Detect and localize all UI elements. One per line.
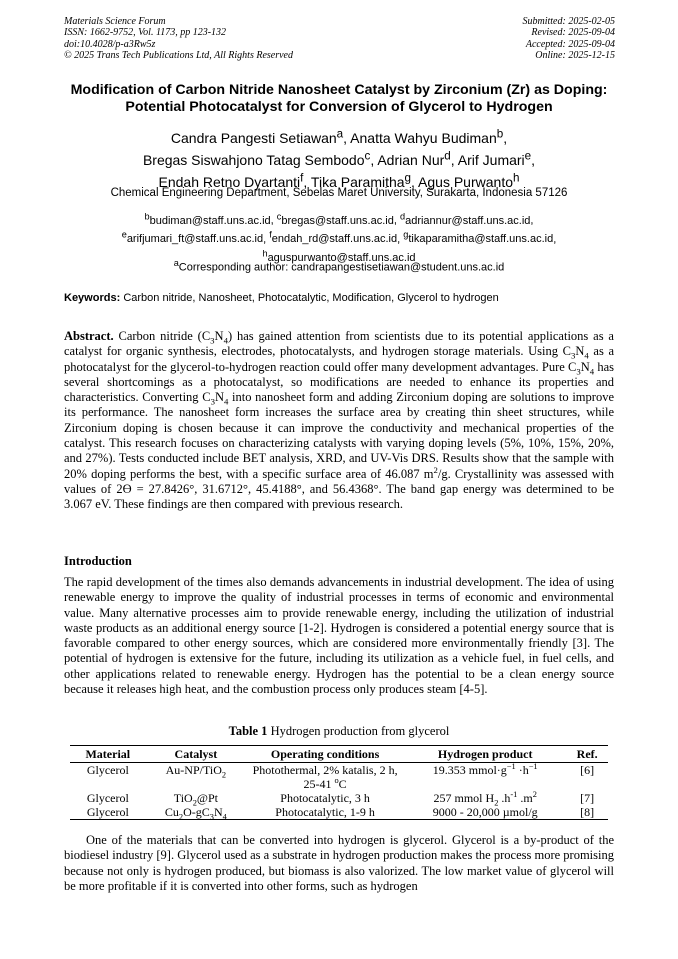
abstract-label: Abstract. [64,329,114,343]
table-header-row [70,746,608,763]
corresponding-author: $^a$Corresponding author: candrapangestisetiawan@student.uns.ac.id [173,258,505,274]
journal-name: Materials Science Forum [64,16,166,27]
body-paragraph: One of the materials that can be converted into hydrogen is glycerol. Glycerol is a by-product of the biodiesel industry [9]. Glycerol used as a substrate in hydrogen production makes the process more promising because not only is hydrogen produced, but biomass is also valorized. The low market value of glycerol will be more profitable if it is converted into other forms, such as hydrogen [64,833,614,893]
email[interactable]: $^h$aguspurwanto@staff.uns.ac.id [262,248,416,264]
col-operating-conditions: Operating conditions [246,746,404,763]
author: Bregas Siswahjono Tatag Sembodo$^c$, [142,149,378,168]
journal-info [64,16,293,62]
affiliation: Chemical Engineering Department, Sebelas Maret University, Surakarta, Indonesia 57126 [110,187,568,199]
cell-ref: [6] [580,763,595,777]
col-material: Material [70,746,146,763]
cell-operating-conditions: Photocatalytic, 1-9 h [246,805,404,820]
cell-hydrogen-product: 9000 - 20,000 µmol/g [404,805,566,820]
author: Tika Paramitha$^g$, [310,171,419,190]
table-row [70,791,608,805]
journal-doi[interactable]: doi:10.4028/p-a3Rw5z [64,38,156,50]
author: Endah Retno Dyartanti$^f$, [158,171,311,190]
submission-dates [523,16,616,62]
cell-hydrogen-product: 257 mmol $H_2$ $.h^{-1}$ $.m^2$ [433,790,537,808]
date-revised: Revised: 2025-09-04 [531,27,615,39]
introduction-paragraph: The rapid development of the times also demands advancements in industrial development. The idea of using renewable energy to improve the quality of industrial processes in terms of economic and environmental value. Many alternative processes aim to provide renewable energy, including the utilization of industrial waste products as an additional energy source [1-2]. Hydrogen is considered a potential energy source that is favorable compared to other energy sources, which are considered more environmentally friendly [3]. The potential of hydrogen is extensive for the future, including its utilization as a vehicle fuel, in fuel cells, and other applications related to renewable energy. Hydrogen has the potential to be a clean energy source because it releases high heat, and the combustion process only produces steam [4-5]. [64,575,614,697]
cell-ref: [8] [566,805,608,820]
col-ref: Ref. [566,746,608,763]
author: Candra Pangesti Setiawan$^a$, [170,127,351,146]
keywords-label: Keywords: [64,292,121,304]
date-online: Online: 2025-12-15 [535,50,615,62]
col-hydrogen-product: Hydrogen product [404,746,566,763]
journal-copyright: © 2025 Trans Tech Publications Ltd, All Rights Reserved [64,50,293,62]
date-accepted: Accepted: 2025-09-04 [525,38,615,50]
journal-issn: ISSN: 1662-9752, Vol. 1173, pp 123-132 [64,27,227,39]
email[interactable]: $^b$budiman@staff.uns.ac.id [144,211,271,227]
email[interactable]: $^e$arifjumari_ft@staff.uns.ac.id [121,229,264,246]
col-catalyst: Catalyst [146,746,246,763]
keywords [64,292,624,304]
cell-material: Glycerol [70,805,146,820]
author-list [50,125,628,191]
author: Adrian Nur$^d$, [377,149,458,168]
date-submitted: Submitted: 2025-02-05 [522,16,615,27]
cell-catalyst: $Cu_2O-gC_3N_4$ [146,805,246,820]
table-row [70,763,608,792]
email[interactable]: $^c$bregas@staff.uns.ac.id [276,211,394,227]
cell-operating-conditions: Photothermal, 2% katalis, 2 h, 25-41 $^o$C [252,763,398,791]
hydrogen-production-table [70,745,608,820]
cell-operating-conditions: Photocatalytic, 3 h [280,791,370,805]
author: Agus Purwanto$^h$ [418,171,520,190]
author-emails: $^b$budiman@staff.uns.ac.id, $^c$bregas@staff.uns.ac.id, $^d$adriannur@staff.uns.ac.id, $^e$arifjumari_ft@staff.uns.ac.id, $^f$endah_rd@staff.uns.ac.id, $^g$tikaparamitha@staff.uns.ac.id, $^h$aguspurwanto@staff.uns.ac.id [121,211,557,264]
paper-title: Modification of Carbon Nitride Nanosheet Catalyst by Zirconium (Zr) as Doping: Potential Photocatalyst for Conversion of Glycerol to Hydrogen [70,82,608,115]
section-heading-introduction: Introduction [64,554,132,568]
table-row [70,805,608,820]
cell-ref: [7] [580,791,595,805]
email[interactable]: $^d$adriannur@staff.uns.ac.id [399,211,531,227]
author: Anatta Wahyu Budiman$^b$, [350,127,508,146]
abstract [64,329,614,513]
email[interactable]: $^g$tikaparamitha@staff.uns.ac.id [403,229,554,246]
cell-material: Glycerol [86,791,129,805]
author: Arif Jumari$^e$, [457,149,536,168]
abstract-text: Carbon nitride $(C_3N_4)$ has gained attention from scientists due to its potential applications as a catalyst for organic synthesis, electrodes, photocatalysts, and hydrogen storage materials. Using $C_3N_4$ as a photocatalyst for the glycerol-to-hydrogen reaction could offer many development advantages. Pure $C_3N_4$ has several shortcomings as a photocatalyst, so modifications are needed to enhance its properties and characteristics. Converting $C_3N_4$ into nanosheet form and adding Zirconium doping are solutions to improve its performance. The nanosheet form increases the surface area by creating thin sheet structures, while Zirconium doping is chosen because it can improve the conductivity and mechanical properties of the catalyst. This research focuses on characterizing catalysts with varying doping levels (5%, 10%, 15%, 20%, and 27%). Tests conducted include BET analysis, XRD, and UV-Vis DRS. Results show that the sample with 20% doping performs the best, with a specific surface area of 46.087 $m^2/g$. Crystallinity was assessed with values of 2Ɵ = 27.8426°, 31.6712°, 45.4188°, and 56.4368°. The band gap energy was determined to be 3.067 eV. These findings are then compared with previous research. [64,329,614,512]
cell-hydrogen-product: 19.353 $mmol\cdot g^{-1} \cdot h^{-1}$ [432,762,538,777]
email[interactable]: $^f$endah_rd@staff.uns.ac.id [269,229,398,246]
table-caption: Table 1 Hydrogen production from glycerol [228,724,450,738]
keywords-text: Carbon nitride, Nanosheet, Photocatalytic, Modification, Glycerol to hydrogen [123,292,499,304]
cell-catalyst: Au-NP/TiO$_2$ [165,763,227,780]
cell-catalyst: TiO$_2$@Pt [173,791,218,808]
cell-material: Glycerol [86,763,129,777]
